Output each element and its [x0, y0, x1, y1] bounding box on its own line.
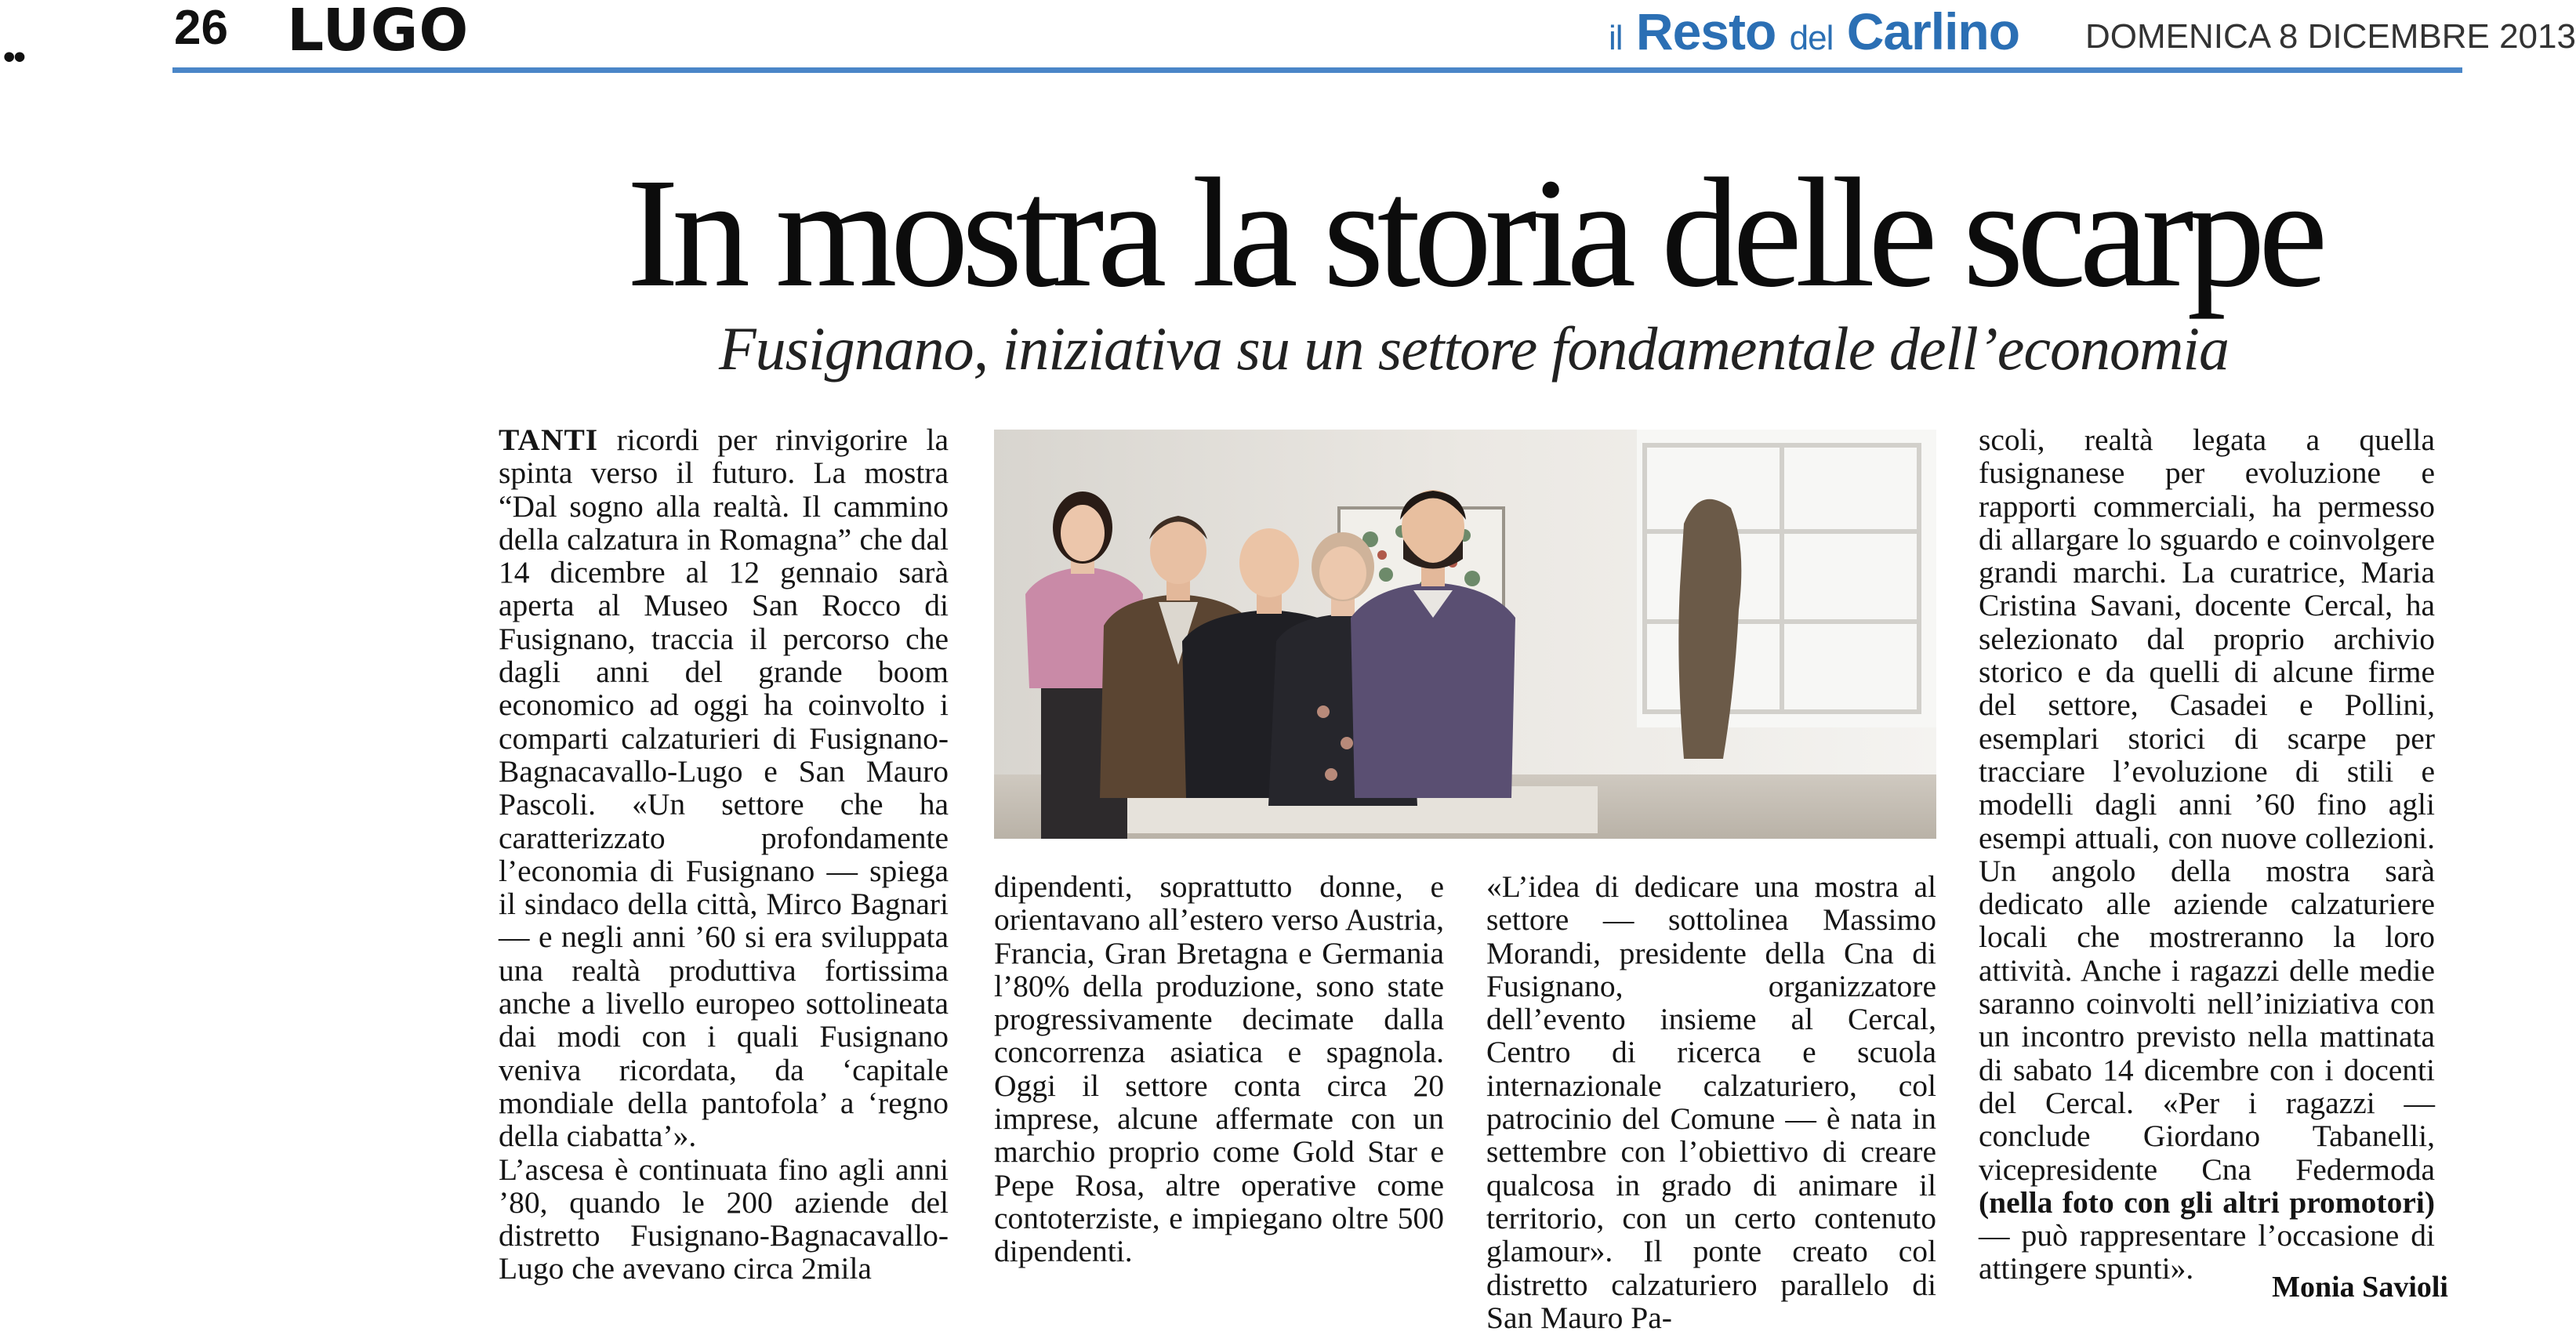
masthead-del: del — [1789, 19, 1834, 57]
header-dots: •• — [3, 38, 24, 76]
paragraph-5-end: — può rappresentare l’occasione di attingere spunti». — [1979, 1218, 2435, 1286]
paragraph-5 — [1979, 423, 2435, 1286]
paragraph-3: dipendenti, soprattutto donne, e orientavano all’estero verso Austria, Francia, Gran Bretagna e Germania l’80% della produzione, sono state progressivamente decimate dalla concorrenza asiatica e spagnola. Oggi il settore conta circa 20 imprese, alcune affermate con un marchio proprio come Gold Star e Pepe Rosa, altre operative come contoterziste, e impiegano oltre 500 dipendenti. — [994, 869, 1444, 1269]
photo-caption-reference: (nella foto con gli altri promotori) — [1979, 1184, 2435, 1220]
masthead-carlino: Carlino — [1846, 2, 2020, 60]
paragraph-1-text: ricordi per rinvigorire la spinta verso il futuro. La mostra “Dal sogno alla realtà. Il cammino della calzatura in Romagna” che dal 14 dicembre al 12 gennaio sarà aperta al Museo San Rocco di Fusignano, traccia il percorso che dagli anni del grande boom economico ad oggi ha coinvolto i comparti calzaturieri di Fusignano-Bagnacavallo-Lugo e San Mauro Pascoli. «Un settore che ha caratterizzato profondamente l’economia di Fusignano — spiega il sindaco della città, Mirco Bagnari — e negli anni ’60 si era sviluppata una realtà produttiva fortissima anche a livello europeo sottolineata dai modi con i quali Fusignano veniva ricordata, da ‘capitale mondiale della pantofola’ a ‘regno della ciabatta’». — [499, 423, 949, 1154]
paragraph-5-text: scoli, realtà legata a quella fusignanese per evoluzione e rapporti commerciali, ha permesso di allargare lo sguardo e coinvolgere grandi marchi. La curatrice, Maria Cristina Savani, docente Cercal, ha selezionato dal proprio archivio storico e da quelli di alcune firme del settore, Casadei e Pollini, esemplari storici di scarpe per tracciare l’evoluzione di stili e modelli dagli anni ’60 fino agli esempi attuali, con nuove collezioni. Un angolo della mostra sarà dedicato alle aziende calzaturiere locali che mostreranno la loro attività. Anche i ragazzi delle medie saranno coinvolti nell’iniziativa con un incontro previsto nella mattinata di sabato 14 dicembre con i docenti del Cercal. «Per i ragazzi — conclude Giordano Tabanelli, vicepresidente Cna Federmoda — [1979, 423, 2435, 1187]
masthead-il: il — [1609, 19, 1623, 57]
subheadline: Fusignano, iniziativa su un settore fondamentale dell’economia — [718, 314, 2229, 383]
paragraph-1 — [499, 423, 949, 1153]
article-column-1 — [499, 423, 949, 1286]
paragraph-4: «L’idea di dedicare una mostra al settore — sottolinea Massimo Morandi, presidente della Cna di Fusignano, organizzatore dell’evento insieme al Cercal, Centro di ricerca e scuola internazionale calzaturiero, col patrocinio del Comune — è nata in settembre con l’obiettivo di creare qualcosa in grado di animare il territorio, con un certo contenuto glamour». Il ponte creato col distretto calzaturiero parallelo di San Mauro Pa- — [1486, 869, 1936, 1335]
byline: Monia Savioli — [2272, 1271, 2448, 1304]
issue-date: DOMENICA 8 DICEMBRE 2013 — [2085, 17, 2576, 56]
group-photo-illustration — [994, 430, 1936, 839]
article-column-2 — [994, 870, 1444, 1268]
masthead-resto: Resto — [1635, 2, 1776, 60]
article-photo — [994, 430, 1936, 839]
section-title: LUGO — [287, 0, 470, 64]
headline: In mostra la storia delle scarpe — [626, 147, 2321, 320]
lead-word: TANTI — [499, 423, 599, 457]
newspaper-masthead — [1609, 2, 2019, 61]
article-column-4 — [1979, 423, 2435, 1286]
page-number: 26 — [174, 1, 228, 55]
header-rule — [172, 67, 2462, 73]
paragraph-2: L’ascesa è continuata fino agli anni ’80, quando le 200 aziende del distretto Fusignano-Bagnacavallo-Lugo che avevano circa 2mila — [499, 1152, 949, 1286]
article-column-3 — [1486, 870, 1936, 1334]
